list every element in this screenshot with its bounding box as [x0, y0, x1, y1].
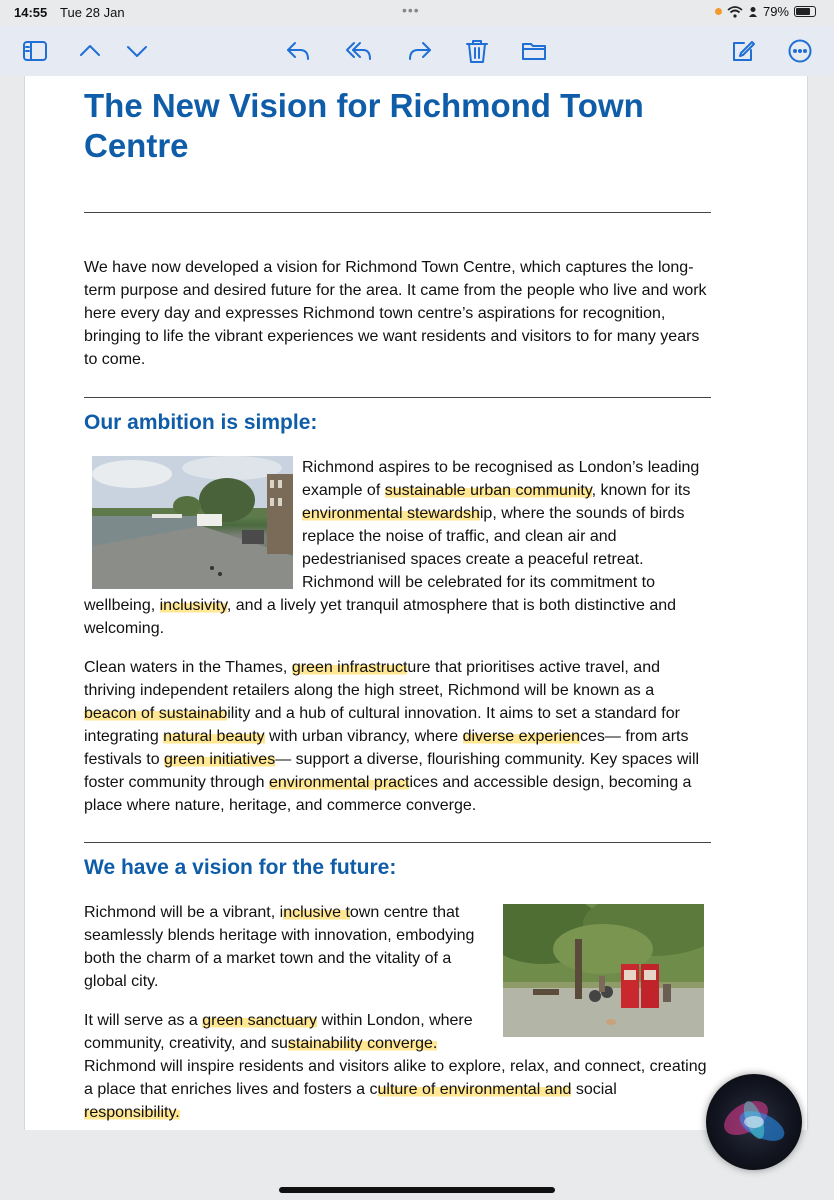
text-run: Richmond will be a vibrant, i: [84, 904, 284, 921]
text-run: ices and accessible design, becoming a place where nature, heritage, and commerce converge.: [84, 774, 692, 814]
highlight: inclusivity: [159, 597, 227, 614]
document: [84, 86, 711, 1124]
status-time: 14:55: [14, 5, 48, 20]
divider: [84, 212, 711, 213]
battery-percent: 79%: [762, 4, 789, 19]
mail-toolbar: [0, 26, 834, 76]
divider: [84, 397, 711, 398]
message-body[interactable]: [24, 76, 808, 1130]
chevron-down-icon[interactable]: [121, 36, 153, 66]
text-run: ces— from arts festivals to: [84, 728, 689, 768]
text-run: — support a diverse, flourishing community. Key spaces will foster community through: [84, 751, 700, 791]
intro-paragraph: We have now developed a vision for Richmond Town Centre, which captures the long-term purpose and desired future for the area. It came from the people who live and work here every day and expresses Richmond town centre’s aspirations for recognition, bringing to life the vibrant experiences we want residents and visitors to for many years to come.: [84, 259, 707, 368]
highlight: green infrastruct: [291, 659, 408, 676]
forward-icon[interactable]: [404, 36, 436, 66]
status-date: Tue 28 Jan: [60, 5, 125, 20]
sidebar-icon[interactable]: [19, 36, 51, 66]
mic-indicator-icon: [715, 8, 722, 15]
wifi-icon: [727, 6, 743, 18]
divider: [84, 842, 711, 843]
battery-level: [796, 8, 810, 15]
text-run: Richmond will inspire residents and visitors alike to explore, relax, and connect, creating a place that enriches lives and fosters a c: [84, 1058, 707, 1098]
battery-icon: [794, 6, 816, 17]
text-run: It will serve as a: [84, 1012, 203, 1029]
home-indicator[interactable]: [279, 1187, 555, 1193]
text-run: ip, where the sounds of birds replace the noise of traffic, and clean air and pedestrianised spaces create a peaceful retreat. Richmond will be celebrated for its commitment to wellbeing,: [84, 505, 685, 614]
highlight: environmental pract: [268, 774, 410, 791]
highlight: stainability converge.: [287, 1035, 438, 1052]
river-photo: [92, 456, 293, 589]
highlight: ulture of environmental and: [377, 1081, 572, 1098]
highlight: environmental stewardsh: [302, 505, 480, 522]
status-indicators: [715, 4, 816, 19]
highlight: sustainable urban community: [384, 482, 592, 499]
status-bar: [0, 0, 834, 26]
highlight: natural beauty: [163, 728, 265, 745]
highlight: beacon of sustainab: [84, 705, 228, 722]
location-icon: [748, 6, 758, 18]
highlight: nclusive t: [283, 904, 350, 921]
highlight: diverse experien: [462, 728, 580, 745]
text-run: Richmond aspires to be recognised as London’s leading example of: [302, 459, 700, 499]
text-run: social: [571, 1081, 617, 1098]
highlight: green initiatives: [164, 751, 276, 768]
more-icon[interactable]: [784, 36, 816, 66]
ambition-paragraph-2: [84, 656, 711, 817]
text-run: , known for its: [591, 482, 691, 499]
text-run: ure that prioritises active travel, and thriving independent retailers along the high street, Richmond will be known as a: [84, 659, 660, 699]
siri-orb-icon: [706, 1074, 802, 1170]
multitasking-dots-icon[interactable]: •••: [402, 2, 420, 18]
ambition-block: [84, 456, 711, 640]
chevron-up-icon[interactable]: [74, 36, 106, 66]
section-heading-vision: We have a vision for the future:: [84, 856, 397, 879]
reply-all-icon[interactable]: [343, 36, 375, 66]
siri-icon[interactable]: [706, 1074, 802, 1170]
page-title: The New Vision for Richmond Town Centre: [84, 87, 644, 164]
trash-icon[interactable]: [461, 36, 493, 66]
text-run: own centre that seamlessly blends heritage with innovation, embodying both the charm of a market town and the vitality of a global city.: [84, 904, 475, 990]
park-photo-illustration: [503, 904, 704, 1037]
compose-icon[interactable]: [727, 36, 759, 66]
section-heading-ambition: Our ambition is simple:: [84, 411, 318, 434]
highlight: responsibility.: [84, 1104, 180, 1121]
park-photo: [503, 904, 704, 1037]
river-photo-illustration: [92, 456, 293, 589]
text-run: Clean waters in the Thames,: [84, 659, 292, 676]
folder-icon[interactable]: [518, 36, 550, 66]
vision-block: [84, 901, 711, 1124]
text-run: ility and a hub of cultural innovation. It aims to set a standard for integrating: [84, 705, 680, 745]
text-run: , and a lively yet tranquil atmosphere that is both distinctive and welcoming.: [84, 597, 677, 637]
reply-icon[interactable]: [282, 36, 314, 66]
text-run: with urban vibrancy, where: [264, 728, 463, 745]
text-run: within London, where community, creativity, and su: [84, 1012, 473, 1052]
highlight: green sanctuary: [202, 1012, 317, 1029]
